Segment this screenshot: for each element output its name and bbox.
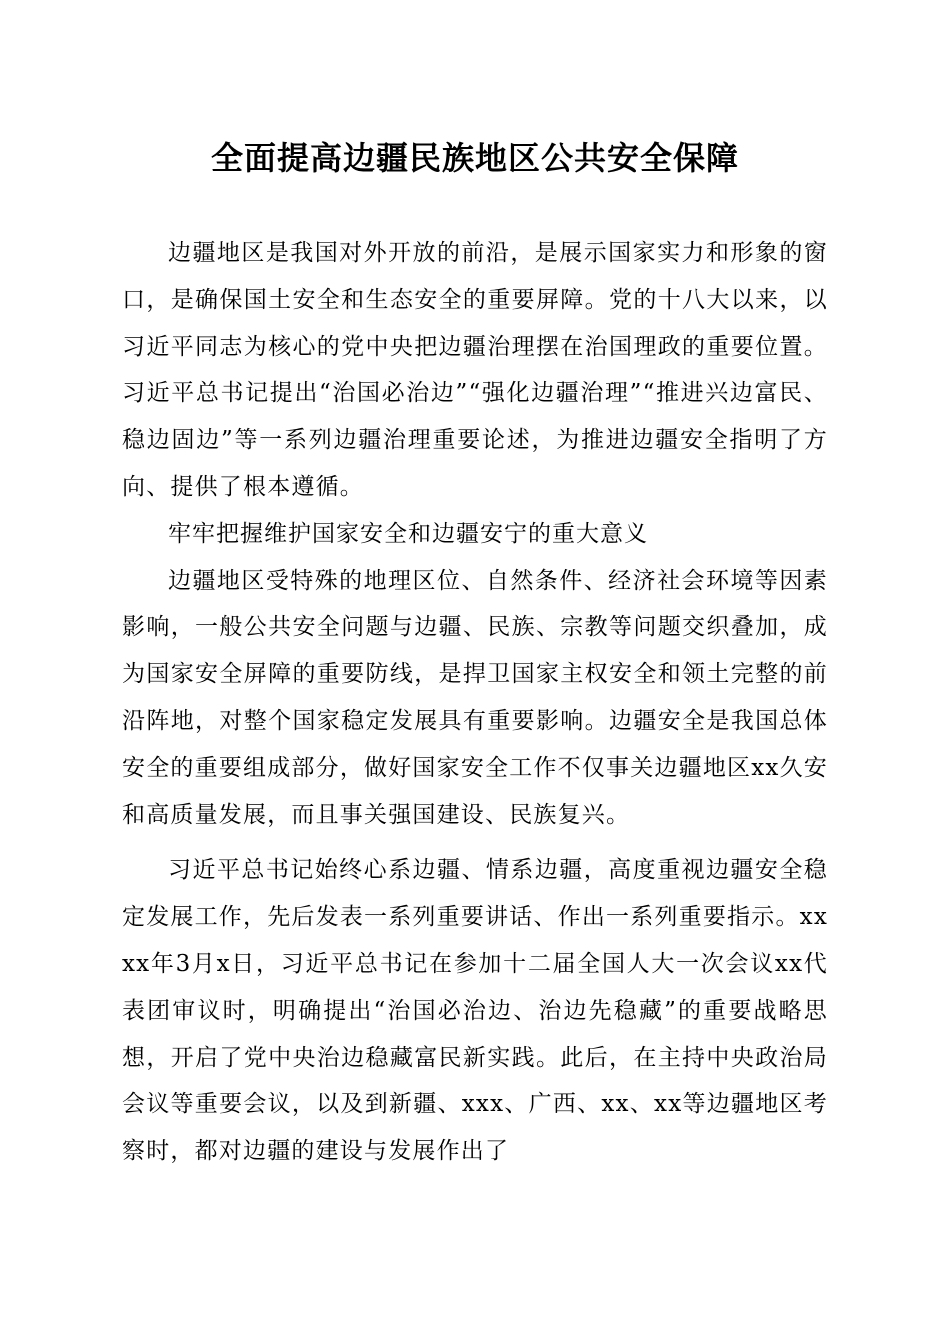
section-heading: 牢牢把握维护国家安全和边疆安宁的重大意义 xyxy=(168,520,648,547)
paragraph-intro: 边疆地区是我国对外开放的前沿，是展示国家实力和形象的窗口，是确保国土安全和生态安全的重要屏障。党的十八大以来，以习近平同志为核心的党中央把边疆治理摆在治国理政的重要位置。习近平总书记提出“治国必治边”“强化边疆治理”“推进兴边富民、稳边固边”等一系列边疆治理重要论述，为推进边疆安全指明了方向、提供了根本遵循。 xyxy=(122,240,828,500)
paragraph-xi-concern: 习近平总书记始终心系边疆、情系边疆，高度重视边疆安全稳定发展工作，先后发表一系列重要讲话、作出一系列重要指示。xxxx年3月x日，习近平总书记在参加十二届全国人大一次会议xx代表团审议时，明确提出“治国必治边、治边先稳藏”的重要战略思想，开启了党中央治边稳藏富民新实践。此后，在主持中央政治局会议等重要会议，以及到新疆、xxx、广西、xx、xx等边疆地区考察时，都对边疆的建设与发展作出了 xyxy=(122,857,828,1165)
document-title: 全面提高边疆民族地区公共安全保障 xyxy=(210,139,739,177)
document-body xyxy=(122,230,828,1175)
paragraph-significance: 边疆地区受特殊的地理区位、自然条件、经济社会环境等因素影响，一般公共安全问题与边疆、民族、宗教等问题交织叠加，成为国家安全屏障的重要防线，是捍卫国家主权安全和领土完整的前沿阵地，对整个国家稳定发展具有重要影响。边疆安全是我国总体安全的重要组成部分，做好国家安全工作不仅事关边疆地区xx久安和高质量发展，而且事关强国建设、民族复兴。 xyxy=(122,567,828,828)
